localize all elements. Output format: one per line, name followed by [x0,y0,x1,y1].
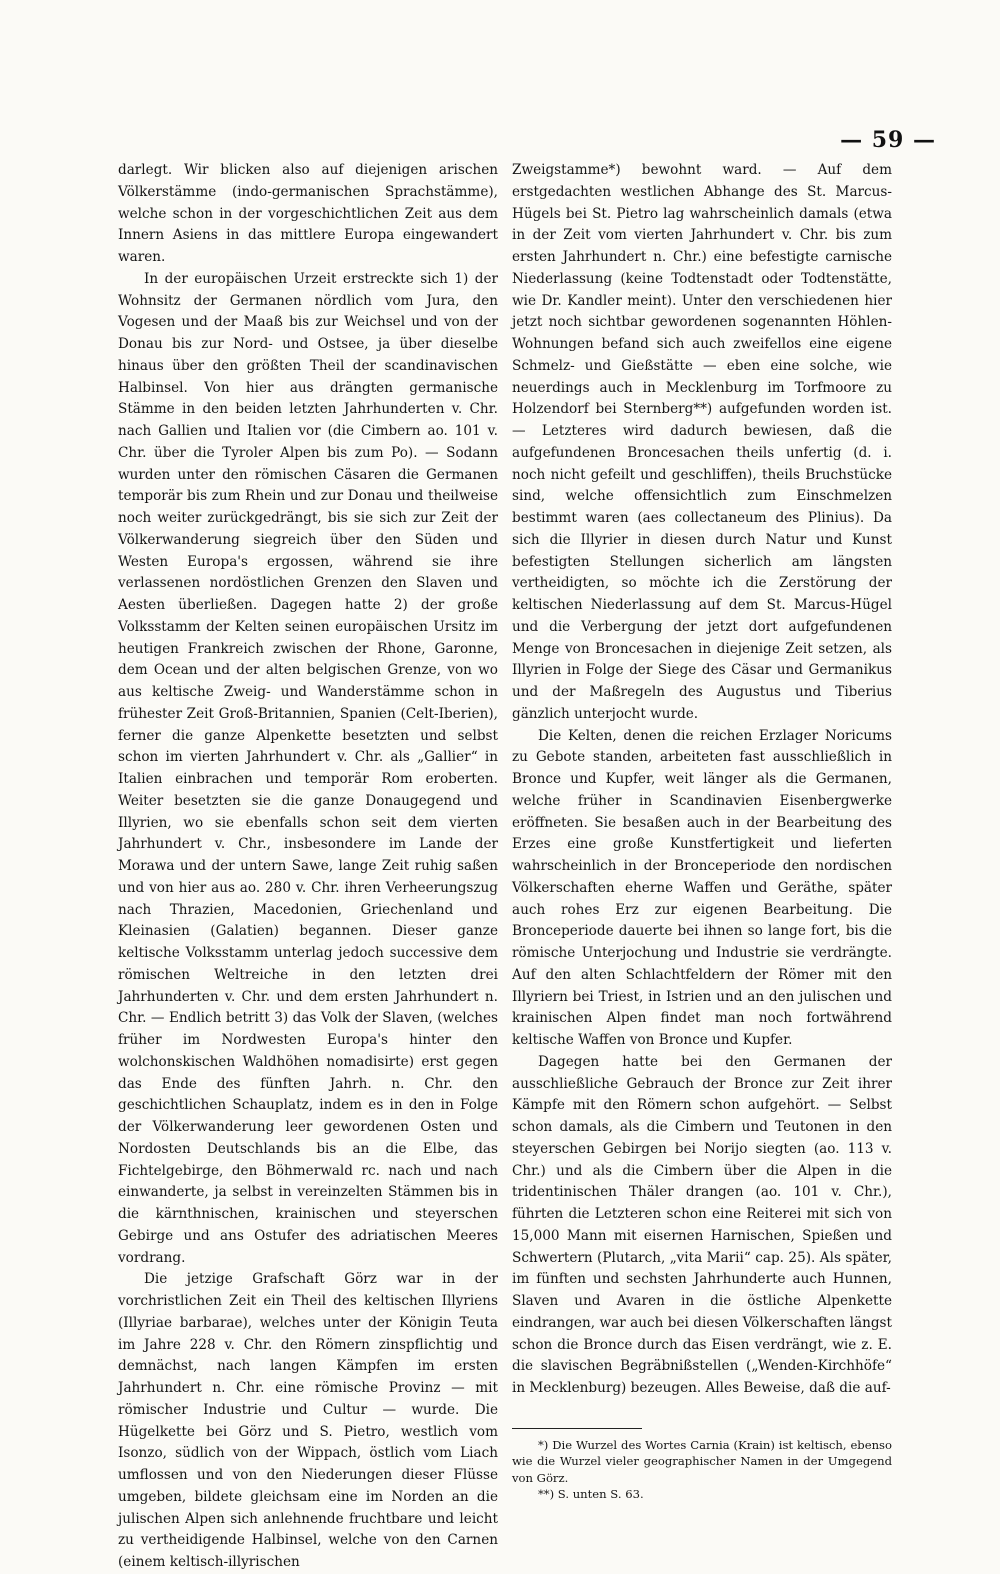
paragraph: Die Kelten, denen die reichen Erzlager Noricums zu Gebote standen, arbeiteten fast ausschließlich in Bronce und Kupfer, weit länger als die Germanen, welche früher in Scandinavien Eisenbergwerke eröffneten. Sie besaßen auch in der Bearbeitung des Erzes eine große Kunstfertigkeit und lieferten wahrscheinlich in der Bronceperiode den nordischen Völkerschaften eherne Waffen und Geräthe, später auch rohes Erz zur eigenen Bearbeitung. Die Bronceperiode dauerte bei ihnen so lange fort, bis die römische Unterjochung und Industrie sie verdrängte. Auf den alten Schlachtfeldern der Römer mit den Illyriern bei Triest, in Istrien und an den julischen und krainischen Alpen findet man noch fortwährend keltische Waffen von Bronce und Kupfer. [512,727,892,1048]
right-column [512,160,892,1503]
footnote: **) S. unten S. 63. [538,1487,644,1502]
paragraph: darlegt. Wir blicken also auf diejenigen arischen Völkerstämme (indo-germanischen Sprachstämme), welche schon in der vorgeschichtlichen Zeit aus dem Innern Asiens in das mittlere Europa eingewandert waren. [118,162,498,265]
page-number: — 59 — [840,127,936,153]
paragraph: Die jetzige Grafschaft Görz war in der vorchristlichen Zeit ein Theil des keltischen Illyriens (Illyriae barbarae), welches unter der Königin Teuta im Jahre 228 v. Chr. den Römern zinspflichtig und demnächst, nach langen Kämpfen im ersten Jahrhundert n. Chr. eine römische Provinz — mit römischer Industrie und Cultur — wurde. Die Hügelkette bei Görz und S. Pietro, westlich vom Isonzo, südlich von der Wippach, östlich vom Liach umflossen und von den Niederungen dieser Flüsse umgeben, bildete gleichsam eine im Norden an die julischen Alpen sich anlehnende fruchtbare und leicht zu vertheidigende Halbinsel, welche von den Carnen (einem keltisch-illyrischen [118,1271,498,1570]
paragraph: Zweigstamme*) bewohnt ward. — Auf dem erstgedachten westlichen Abhange des St. Marcus-Hügels bei St. Pietro lag wahrscheinlich damals (etwa in der Zeit vom vierten Jahrhundert v. Chr. bis zum ersten Jahrhundert n. Chr.) eine befestigte carnische Niederlassung (keine Todtenstadt oder Todtenstätte, wie Dr. Kandler meint). Unter den verschiedenen hier jetzt noch sichtbar gewordenen sogenannten Höhlen-Wohnungen befand sich auch zweifellos eine eigene Schmelz- und Gießstätte — eben eine solche, wie neuerdings auch in Mecklenburg im Torfmoore zu Holzendorf bei Sternberg**) aufgefunden worden ist. — Letzteres wird dadurch bewiesen, daß die aufgefundenen Broncesachen theils unfertig (d. i. noch nicht gefeilt und geschliffen), theils Bruchstücke sind, welche offensichtlich zum Einschmelzen bestimmt waren (aes collectaneum des Plinius). Da sich die Illyrier in diesen durch Natur und Kunst befestigten Stellungen sicherlich am längsten vertheidigten, so möchte ich die Zerstörung der keltischen Niederlassung auf dem St. Marcus-Hügel und die Verbergung der jetzt dort aufgefundenen Menge von Broncesachen in diejenige Zeit setzen, als Illyrien in Folge der Siege des Cäsar und Germanikus und der Maßregeln des Augustus und Tiberius gänzlich unterjocht wurde. [512,162,892,722]
left-column [118,160,498,1574]
footnote-divider [512,1428,642,1429]
footnote: *) Die Wurzel des Wortes Carnia (Krain) ist keltisch, ebenso wie die Wurzel vieler geographischer Namen in der Umgegend von Görz. [512,1437,892,1485]
paragraph: Dagegen hatte bei den Germanen der ausschließliche Gebrauch der Bronce zur Zeit ihrer Kämpfe mit den Römern schon aufgehört. — Selbst schon damals, als die Cimbern und Teutonen in den steyerschen Gebirgen bei Norijo siegten (ao. 113 v. Chr.) und als die Cimbern über die Alpen in die tridentinischen Thäler drangen (ao. 101 v. Chr.), führten die Letzteren schon eine Reiterei mit sich von 15,000 Mann mit eisernen Harnischen, Spießen und Schwertern (Plutarch, „vita Marii“ cap. 25). Als später, im fünften und sechsten Jahrhunderte auch Hunnen, Slaven und Avaren in die östliche Alpenkette eindrangen, war auch bei diesen Völkerschaften längst schon die Bronce durch das Eisen verdrängt, wie z. E. die slavischen Begräbnißstellen („Wenden-Kirchhöfe“ in Mecklenburg) bezeugen. Alles Beweise, daß die auf- [512,1053,892,1396]
paragraph: In der europäischen Urzeit erstreckte sich 1) der Wohnsitz der Germanen nördlich vom Jura, den Vogesen und der Maaß bis zur Weichsel und von der Donau bis zur Nord- und Ostsee, ja über dieselbe hinaus über den größten Theil der scandinavischen Halbinsel. Von hier aus drängten germanische Stämme in den beiden letzten Jahrhunderten v. Chr. nach Gallien und Italien vor (die Cimbern ao. 101 v. Chr. über die Tyroler Alpen bis zum Po). — Sodann wurden unter den römischen Cäsaren die Germanen temporär bis zum Rhein und zur Donau und theilweise noch weiter zurückgedrängt, bis sie sich zur Zeit der Völkerwanderung siegreich über den Süden und Westen Europa's ergossen, während sie ihre verlassenen nordöstlichen Grenzen den Slaven und Aesten überließen. Dagegen hatte 2) der große Volksstamm der Kelten seinen europäischen Ursitz im heutigen Frankreich zwischen der Rhone, Garonne, dem Ocean und der alten belgischen Grenze, von wo aus keltische Zweig- und Wanderstämme schon in frühester Zeit Groß-Britannien, Spanien (Celt-Iberien), ferner die ganze Alpenkette besetzten und selbst schon im vierten Jahrhundert v. Chr. als „Gallier“ in Italien einbrachen und temporär Rom eroberten. Weiter besetzten sie die ganze Donaugegend und Illyrien, wo sie ebenfalls schon seit dem vierten Jahrhundert v. Chr., insbesondere im Lande der Morawa und der untern Sawe, lange Zeit ruhig saßen und von hier aus ao. 280 v. Chr. ihren Verheerungszug nach Thrazien, Macedonien, Griechenland und Kleinasien (Galatien) begannen. Dieser ganze keltische Volksstamm unterlag jedoch successive dem römischen Weltreiche in den letzten drei Jahrhunderten v. Chr. und dem ersten Jahrhundert n. Chr. — Endlich betritt 3) das Volk der Slaven, (welches früher im Nordwesten Europa's hinter den wolchonskischen Waldhöhen nomadisirte) erst gegen das Ende des fünften Jahrh. n. Chr. den geschichtlichen Schauplatz, indem es in den in Folge der Völkerwanderung leer gewordenen Osten und Nordosten Deutschlands bis an die Elbe, das Fichtelgebirge, den Böhmerwald rc. nach und nach einwanderte, ja selbst in vereinzelten Stämmen bis in die kärnthnischen, krainischen und steyerschen Gebirge und ans Ostufer des adriatischen Meeres vordrang. [118,270,498,1266]
